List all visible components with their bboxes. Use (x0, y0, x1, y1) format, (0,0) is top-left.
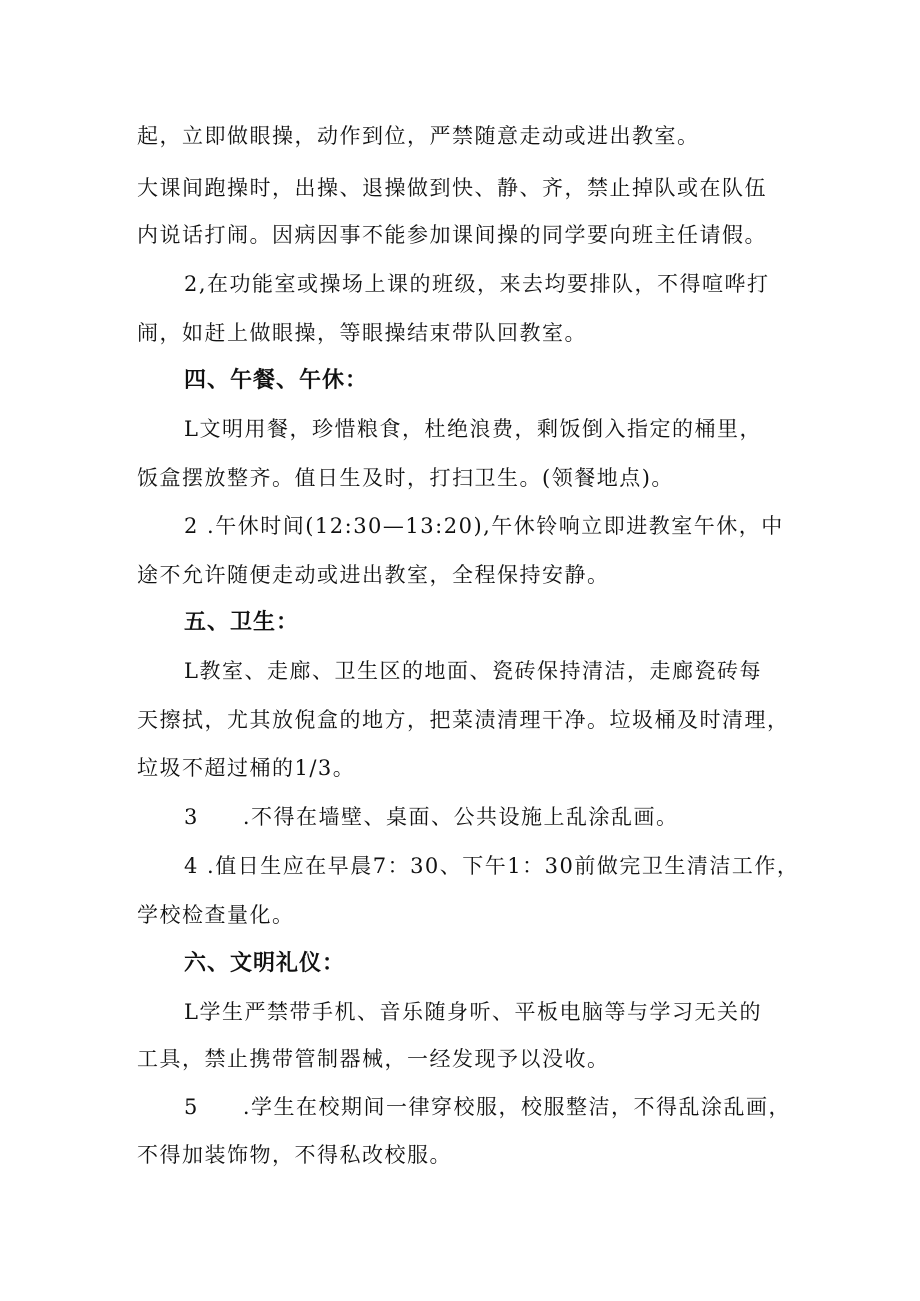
section-heading-etiquette: 六、文明礼仪： (184, 951, 346, 976)
text-line: 2 .午休时间(12:30—13:20),午休铃响立即进教室午休，中 (184, 514, 784, 538)
item-number: 3 (184, 805, 199, 829)
section-heading-lunch: 四、午餐、午休： (184, 368, 369, 393)
text-line: 工具，禁止携带管制器械，一经发现予以没收。 (137, 1047, 610, 1071)
item-text: .不得在墙壁、桌面、公共设施上乱涂乱画。 (242, 805, 679, 829)
text-line: 天擦拭，尤其放倪盒的地方，把菜渍清理干净。垃圾桶及时清理， (137, 708, 790, 732)
text-line: 途不允许随便走动或进出教室，全程保持安静。 (137, 563, 610, 587)
text-line: 起，立即做眼操，动作到位，严禁随意走动或进出教室。 (137, 124, 700, 148)
text-line: 垃圾不超过桶的1/3。 (137, 756, 356, 780)
text-line: 4 .值日生应在早晨7：30、下午1：30前做完卫生清洁工作， (184, 854, 800, 878)
text-line: L学生严禁带手机、音乐随身听、平板电脑等与学习无关的 (184, 1000, 762, 1024)
item-text: .学生在校期间一律穿校服，校服整洁，不得乱涂乱画， (242, 1095, 792, 1119)
text-line: 2,在功能室或操场上课的班级，来去均要排队，不得喧哗打 (184, 272, 770, 296)
text-line: 学校检查量化。 (137, 903, 295, 927)
item-number: 5 (184, 1095, 199, 1119)
section-heading-hygiene: 五、卫生： (184, 610, 300, 635)
text-line: L文明用餐，珍惜粮食，杜绝浪费，剩饭倒入指定的桶里， (184, 417, 762, 441)
text-line: 不得加装饰物，不得私改校服。 (137, 1143, 452, 1167)
text-line: 饭盒摆放整齐。值日生及时，打扫卫生。(领餐地点)。 (137, 466, 674, 490)
text-line: L教室、走廊、卫生区的地面、瓷砖保持清洁，走廊瓷砖每 (184, 659, 762, 683)
text-line: 大课间跑操时，出操、退操做到快、静、齐，禁止掉队或在队伍 (137, 176, 767, 200)
text-line: 闹，如赶上做眼操，等眼操结束带队回教室。 (137, 321, 587, 345)
text-line (184, 802, 679, 832)
text-line (184, 1092, 791, 1122)
text-line: 内说话打闹。因病因事不能参加课间操的同学要向班主任请假。 (137, 223, 767, 247)
